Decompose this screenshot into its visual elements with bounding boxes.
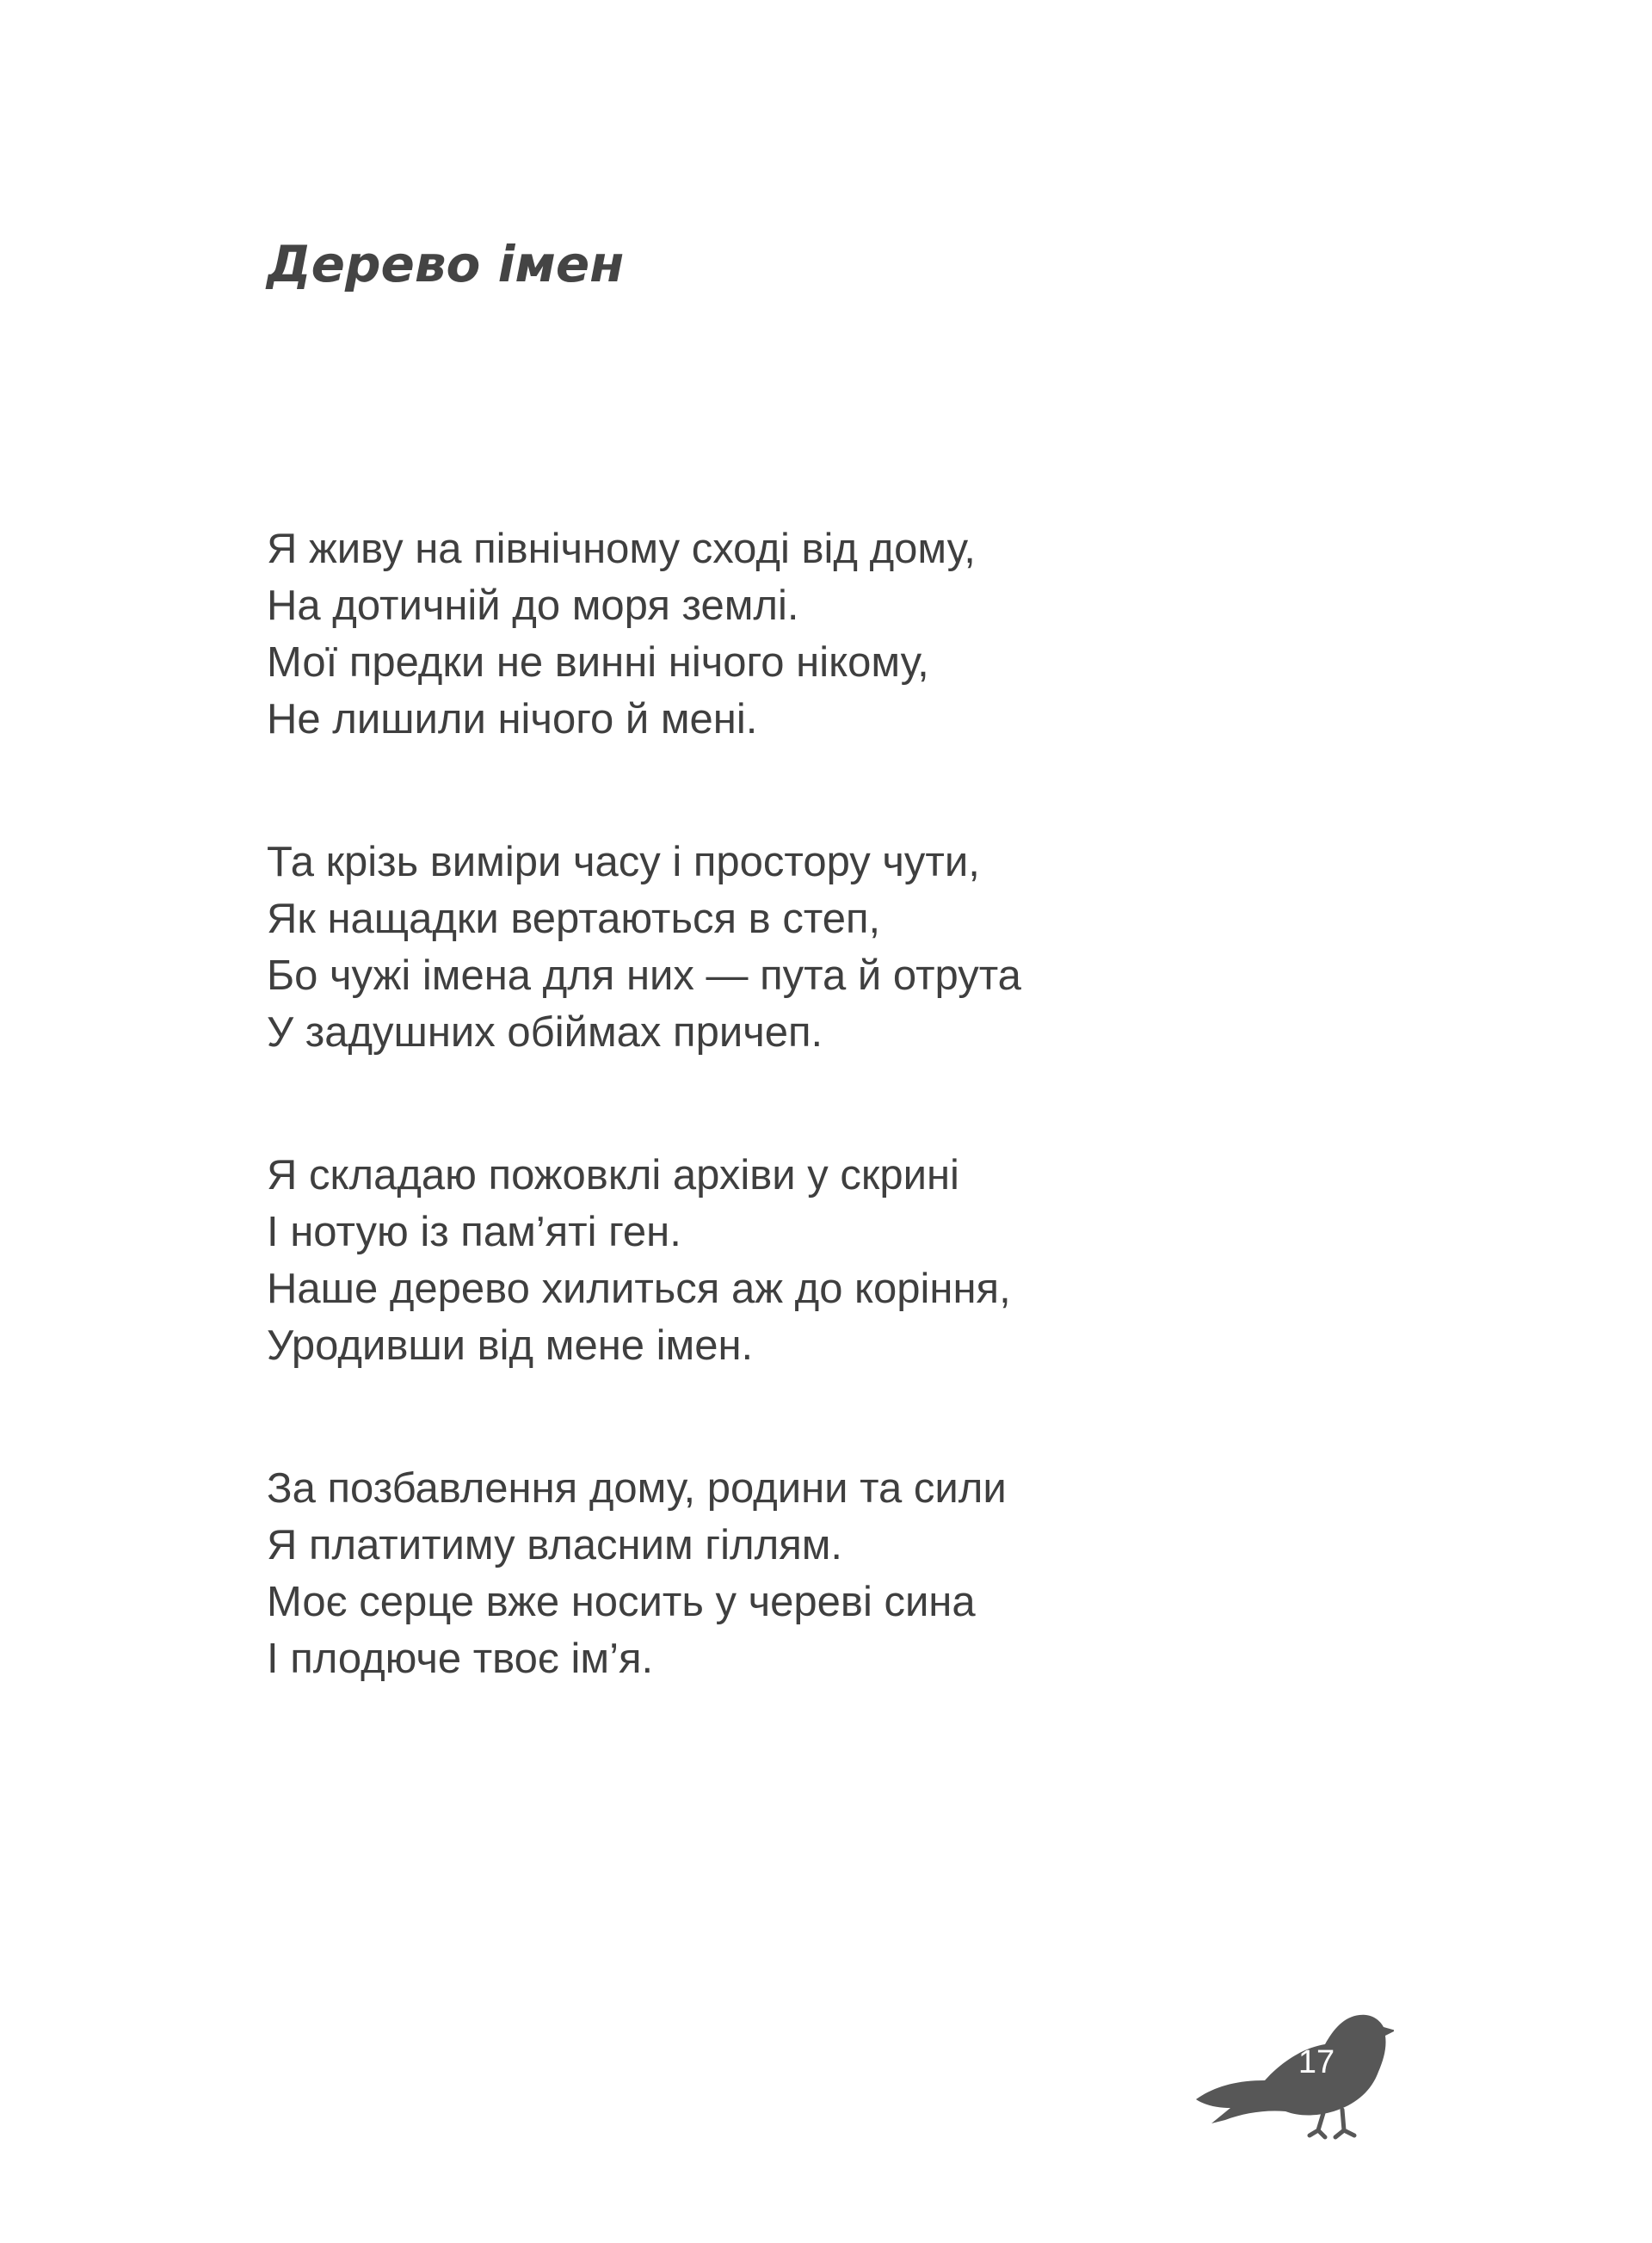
stanza-2 xyxy=(267,834,1385,1061)
poem-line: У задушних обіймах причеп. xyxy=(267,1009,823,1056)
poem-line: Я живу на північному сході від дому, xyxy=(267,526,976,572)
poem-line: І нотую із пам’яті ген. xyxy=(267,1209,681,1255)
page-number: 17 xyxy=(1298,2044,1335,2080)
poem-line: Наше дерево хилиться аж до коріння, xyxy=(267,1266,1011,1312)
poem-line: Я платитиму власним гіллям. xyxy=(267,1522,843,1568)
poem-line: За позбавлення дому, родини та сили xyxy=(267,1465,1007,1512)
poem-line: Не лишили нічого й мені. xyxy=(267,696,758,743)
stanza-1 xyxy=(267,521,1385,748)
stanza-4 xyxy=(267,1460,1385,1687)
poem-line: Як нащадки вертаються в степ, xyxy=(267,896,881,942)
poem-line: Бо чужі імена для них — пута й отрута xyxy=(267,952,1021,999)
poem-body xyxy=(267,521,1385,1773)
poem-line: Я складаю пожовклі архіви у скрині xyxy=(267,1152,959,1199)
stanza-3 xyxy=(267,1147,1385,1374)
poem-line: Моє серце вже носить у череві сина xyxy=(267,1579,976,1625)
poem-line: Мої предки не винні нічого нікому, xyxy=(267,639,929,686)
poem-line: І плодюче твоє ім’я. xyxy=(267,1636,654,1682)
poem-line: На дотичній до моря землі. xyxy=(267,582,799,629)
poem-line: Уродивши від мене імен. xyxy=(267,1322,754,1369)
poem-title: Дерево імен xyxy=(267,235,625,293)
poem-line: Та крізь виміри часу і простору чути, xyxy=(267,839,980,885)
